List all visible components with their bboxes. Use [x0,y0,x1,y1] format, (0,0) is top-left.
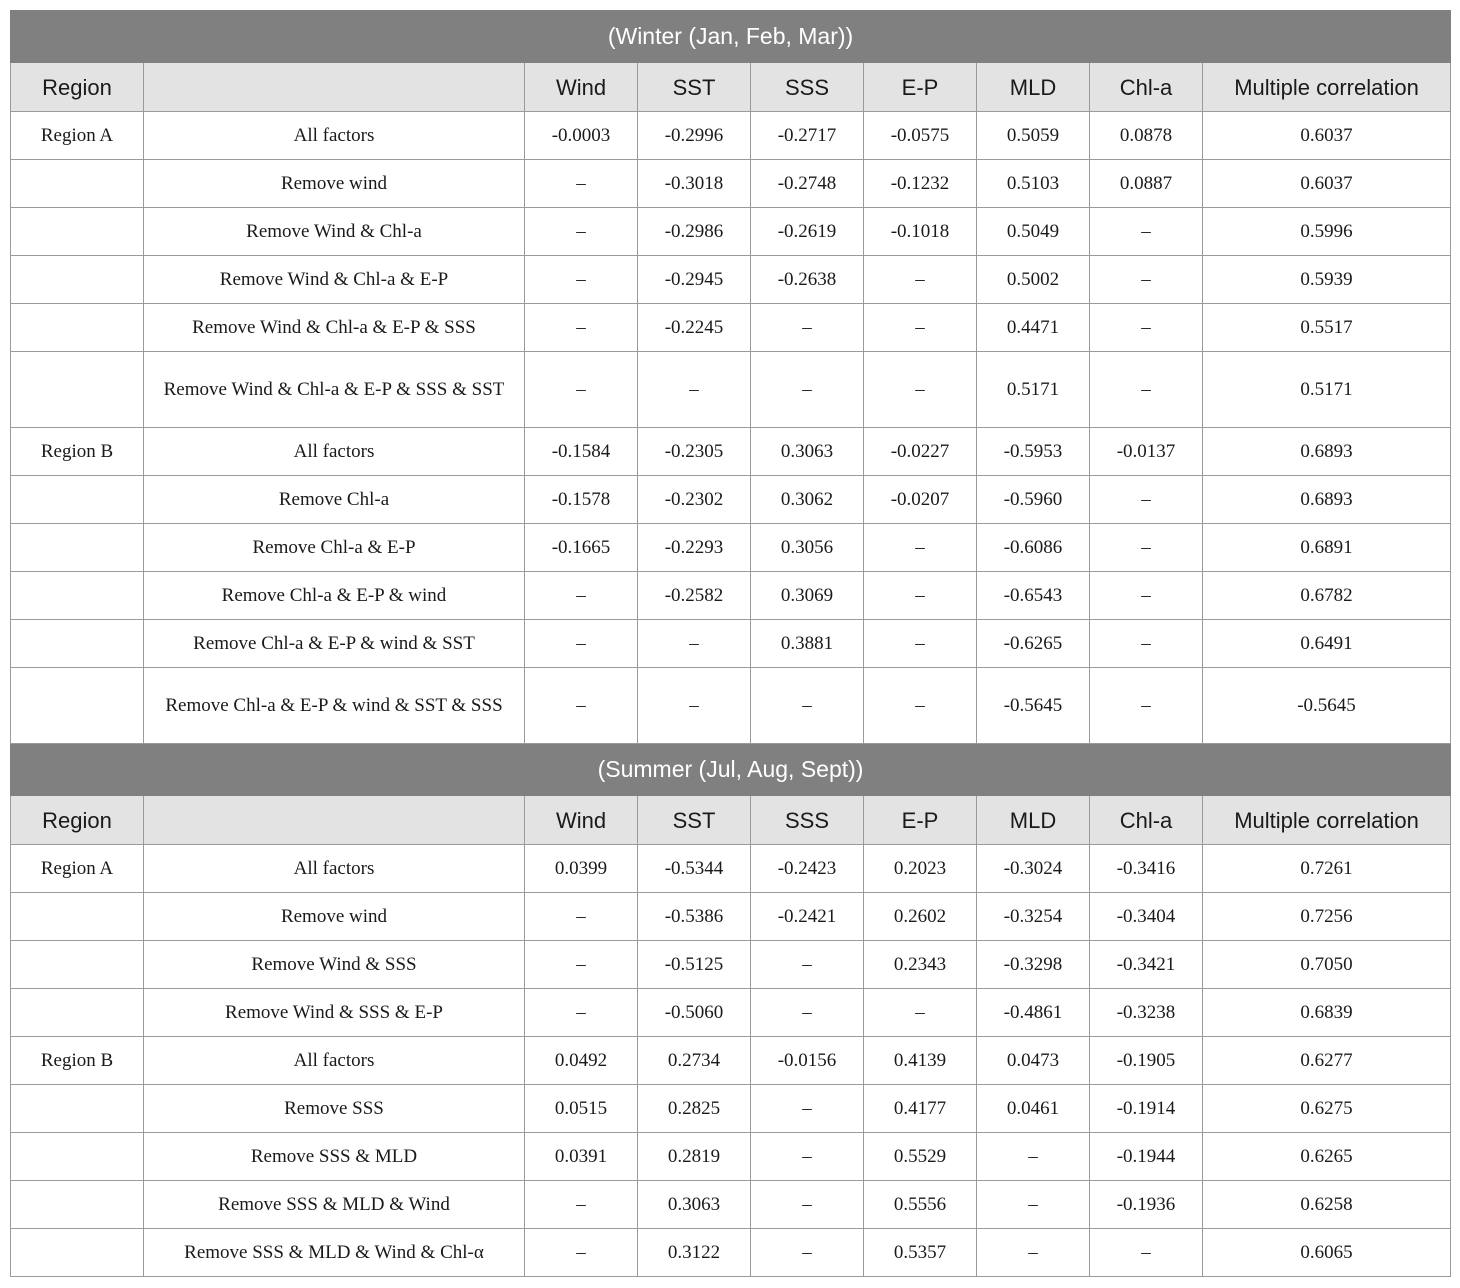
ep-cell: – [864,989,977,1037]
region-cell [11,1181,144,1229]
table-body [11,11,1451,1277]
multi-cell: 0.6782 [1203,572,1451,620]
ep-cell: – [864,620,977,668]
ep-cell: – [864,304,977,352]
factor-label-cell: Remove Wind & SSS & E-P [144,989,525,1037]
summer-title: (Summer (Jul, Aug, Sept)) [11,744,1451,796]
table-row [11,893,1451,941]
wind-cell: -0.0003 [525,112,638,160]
factor-label-cell: Remove Wind & Chl-a & E-P & SSS [144,304,525,352]
wind-cell: -0.1578 [525,476,638,524]
ep-cell: -0.1018 [864,208,977,256]
column-header-sst: SST [638,796,751,845]
mld-cell: 0.0461 [977,1085,1090,1133]
wind-cell: – [525,572,638,620]
wind-cell: – [525,352,638,428]
wind-cell: 0.0391 [525,1133,638,1181]
sss-cell: – [751,304,864,352]
ep-cell: – [864,352,977,428]
factor-label-cell: All factors [144,845,525,893]
mld-cell: -0.5645 [977,668,1090,744]
column-header-sst: SST [638,63,751,112]
table-row [11,1085,1451,1133]
sst-cell: -0.2302 [638,476,751,524]
factor-label-cell: All factors [144,1037,525,1085]
region-cell [11,1229,144,1277]
multi-cell: 0.6891 [1203,524,1451,572]
region-cell: Region A [11,112,144,160]
wind-cell: – [525,893,638,941]
wind-cell: – [525,1229,638,1277]
multi-cell: 0.5996 [1203,208,1451,256]
ep-cell: – [864,668,977,744]
wind-cell: – [525,668,638,744]
mld-cell: – [977,1229,1090,1277]
mld-cell: 0.4471 [977,304,1090,352]
region-cell: Region B [11,428,144,476]
wind-cell: – [525,620,638,668]
multi-cell: 0.5517 [1203,304,1451,352]
chl-cell: -0.3416 [1090,845,1203,893]
mld-cell: -0.5953 [977,428,1090,476]
chl-cell: – [1090,524,1203,572]
table-row [11,620,1451,668]
sst-cell: -0.2293 [638,524,751,572]
sst-cell: -0.3018 [638,160,751,208]
multi-cell: 0.5171 [1203,352,1451,428]
sst-cell: 0.3063 [638,1181,751,1229]
column-header-ep: E-P [864,796,977,845]
mld-cell: -0.6543 [977,572,1090,620]
region-cell [11,476,144,524]
table-row [11,476,1451,524]
multi-cell: 0.6893 [1203,476,1451,524]
table-row [11,1133,1451,1181]
table-row [11,428,1451,476]
sst-cell: -0.2996 [638,112,751,160]
region-cell [11,256,144,304]
column-header-factor [144,63,525,112]
sst-cell: – [638,620,751,668]
factor-label-cell: Remove Chl-a & E-P & wind & SST [144,620,525,668]
chl-cell: -0.1944 [1090,1133,1203,1181]
mld-cell: -0.3024 [977,845,1090,893]
sss-cell: – [751,1133,864,1181]
column-header-ep: E-P [864,63,977,112]
table-row [11,572,1451,620]
sss-cell: 0.3069 [751,572,864,620]
factor-label-cell: Remove Chl-a & E-P & wind [144,572,525,620]
column-header-region: Region [11,63,144,112]
sss-cell: -0.0156 [751,1037,864,1085]
column-header-mld: MLD [977,63,1090,112]
column-header-factor [144,796,525,845]
chl-cell: 0.0887 [1090,160,1203,208]
chl-cell: – [1090,572,1203,620]
sst-cell: – [638,668,751,744]
column-header-mld: MLD [977,796,1090,845]
mld-cell: 0.5059 [977,112,1090,160]
column-header-multi: Multiple correlation [1203,63,1451,112]
chl-cell: – [1090,476,1203,524]
chl-cell: 0.0878 [1090,112,1203,160]
factor-label-cell: Remove SSS [144,1085,525,1133]
mld-cell: -0.4861 [977,989,1090,1037]
mld-cell: 0.5049 [977,208,1090,256]
chl-cell: -0.3421 [1090,941,1203,989]
ep-cell: 0.2343 [864,941,977,989]
region-cell [11,1133,144,1181]
sst-cell: 0.3122 [638,1229,751,1277]
mld-cell: -0.6086 [977,524,1090,572]
sst-cell: -0.5125 [638,941,751,989]
mld-cell: 0.5103 [977,160,1090,208]
chl-cell: -0.3238 [1090,989,1203,1037]
ep-cell: 0.4177 [864,1085,977,1133]
region-cell: Region A [11,845,144,893]
sss-cell: 0.3062 [751,476,864,524]
factor-label-cell: Remove Chl-a & E-P & wind & SST & SSS [144,668,525,744]
chl-cell: – [1090,352,1203,428]
summer-title-row [11,744,1451,796]
sss-cell: -0.2748 [751,160,864,208]
multi-cell: 0.6277 [1203,1037,1451,1085]
sss-cell: 0.3056 [751,524,864,572]
factor-label-cell: Remove Chl-a [144,476,525,524]
sst-cell: -0.2245 [638,304,751,352]
column-header-chl [1090,63,1203,112]
multi-cell: 0.7256 [1203,893,1451,941]
region-cell [11,1085,144,1133]
sst-cell: -0.2945 [638,256,751,304]
mld-cell: 0.5171 [977,352,1090,428]
wind-cell: 0.0399 [525,845,638,893]
sss-cell: – [751,1085,864,1133]
ep-cell: 0.5556 [864,1181,977,1229]
summer-header-row [11,796,1451,845]
multi-cell: -0.5645 [1203,668,1451,744]
factor-label-cell: Remove Wind & SSS [144,941,525,989]
region-cell [11,572,144,620]
mld-cell: 0.5002 [977,256,1090,304]
sss-cell: – [751,668,864,744]
column-header-sss: SSS [751,63,864,112]
multi-cell: 0.6258 [1203,1181,1451,1229]
sss-cell: – [751,1181,864,1229]
wind-cell: 0.0492 [525,1037,638,1085]
factor-label-cell: All factors [144,428,525,476]
region-cell [11,208,144,256]
sss-cell: – [751,989,864,1037]
table-row [11,524,1451,572]
table-row [11,1181,1451,1229]
winter-title-row [11,11,1451,63]
ep-cell: -0.0227 [864,428,977,476]
ep-cell: 0.4139 [864,1037,977,1085]
region-cell [11,304,144,352]
sst-cell: – [638,352,751,428]
multi-cell: 0.6037 [1203,112,1451,160]
multi-cell: 0.7261 [1203,845,1451,893]
table-row [11,668,1451,744]
mld-cell: -0.3254 [977,893,1090,941]
region-cell [11,352,144,428]
column-header-region: Region [11,796,144,845]
factor-label-cell: Remove wind [144,160,525,208]
ep-cell: -0.1232 [864,160,977,208]
region-cell [11,524,144,572]
chl-cell: – [1090,304,1203,352]
mld-cell: -0.5960 [977,476,1090,524]
factor-label-cell: Remove wind [144,893,525,941]
winter-title: (Winter (Jan, Feb, Mar)) [11,11,1451,63]
sss-cell: -0.2423 [751,845,864,893]
sst-cell: -0.5386 [638,893,751,941]
table-row [11,989,1451,1037]
chl-cell: -0.1914 [1090,1085,1203,1133]
chl-cell: -0.3404 [1090,893,1203,941]
mld-cell: -0.3298 [977,941,1090,989]
wind-cell: – [525,208,638,256]
mld-cell: -0.6265 [977,620,1090,668]
sss-cell: -0.2638 [751,256,864,304]
correlation-table [10,10,1451,1277]
ep-cell: – [864,524,977,572]
chl-cell: -0.1905 [1090,1037,1203,1085]
ep-cell: – [864,572,977,620]
sss-cell: – [751,1229,864,1277]
sss-cell: -0.2421 [751,893,864,941]
table-row [11,845,1451,893]
sst-cell: -0.5344 [638,845,751,893]
factor-label-cell: All factors [144,112,525,160]
multi-cell: 0.6893 [1203,428,1451,476]
table-row [11,256,1451,304]
sss-cell: 0.3063 [751,428,864,476]
sst-cell: -0.5060 [638,989,751,1037]
wind-cell: – [525,160,638,208]
multi-cell: 0.6037 [1203,160,1451,208]
sst-cell: -0.2582 [638,572,751,620]
sst-cell: -0.2305 [638,428,751,476]
ep-cell: – [864,256,977,304]
ep-cell: -0.0207 [864,476,977,524]
chl-cell: – [1090,668,1203,744]
wind-cell: -0.1665 [525,524,638,572]
wind-cell: 0.0515 [525,1085,638,1133]
factor-label-cell: Remove SSS & MLD & Wind & Chl-α [144,1229,525,1277]
ep-cell: 0.5529 [864,1133,977,1181]
factor-label-cell: Remove SSS & MLD & Wind [144,1181,525,1229]
sss-cell: -0.2717 [751,112,864,160]
wind-cell: – [525,256,638,304]
mld-cell: 0.0473 [977,1037,1090,1085]
sss-cell: 0.3881 [751,620,864,668]
table-row [11,352,1451,428]
sst-cell: -0.2986 [638,208,751,256]
wind-cell: – [525,941,638,989]
column-header-chl-text: Chl-a [1119,74,1173,100]
ep-cell: -0.0575 [864,112,977,160]
column-header-sss: SSS [751,796,864,845]
mld-cell: – [977,1181,1090,1229]
wind-cell: – [525,304,638,352]
chl-cell: -0.1936 [1090,1181,1203,1229]
table-row [11,941,1451,989]
column-header-chl-text: Chl-a [1119,807,1173,833]
region-cell [11,941,144,989]
factor-label-cell: Remove Chl-a & E-P [144,524,525,572]
chl-cell: – [1090,256,1203,304]
region-cell [11,989,144,1037]
wind-cell: -0.1584 [525,428,638,476]
multi-cell: 0.5939 [1203,256,1451,304]
winter-header-row [11,63,1451,112]
wind-cell: – [525,1181,638,1229]
factor-label-cell: Remove SSS & MLD [144,1133,525,1181]
ep-cell: 0.5357 [864,1229,977,1277]
column-header-chl [1090,796,1203,845]
ep-cell: 0.2602 [864,893,977,941]
wind-cell: – [525,989,638,1037]
chl-cell: – [1090,208,1203,256]
sst-cell: 0.2825 [638,1085,751,1133]
multi-cell: 0.7050 [1203,941,1451,989]
multi-cell: 0.6839 [1203,989,1451,1037]
sst-cell: 0.2734 [638,1037,751,1085]
sst-cell: 0.2819 [638,1133,751,1181]
factor-label-cell: Remove Wind & Chl-a & E-P [144,256,525,304]
region-cell [11,668,144,744]
table-row [11,208,1451,256]
chl-cell: – [1090,1229,1203,1277]
column-header-wind: Wind [525,796,638,845]
region-cell [11,160,144,208]
multi-cell: 0.6265 [1203,1133,1451,1181]
table-row [11,112,1451,160]
table-row [11,160,1451,208]
region-cell [11,620,144,668]
ep-cell: 0.2023 [864,845,977,893]
chl-cell: – [1090,620,1203,668]
factor-label-cell: Remove Wind & Chl-a & E-P & SSS & SST [144,352,525,428]
region-cell: Region B [11,1037,144,1085]
sss-cell: – [751,941,864,989]
column-header-wind: Wind [525,63,638,112]
multi-cell: 0.6491 [1203,620,1451,668]
sss-cell: -0.2619 [751,208,864,256]
multi-cell: 0.6065 [1203,1229,1451,1277]
column-header-multi: Multiple correlation [1203,796,1451,845]
region-cell [11,893,144,941]
table-row [11,1229,1451,1277]
sss-cell: – [751,352,864,428]
table-row [11,1037,1451,1085]
mld-cell: – [977,1133,1090,1181]
chl-cell: -0.0137 [1090,428,1203,476]
multi-cell: 0.6275 [1203,1085,1451,1133]
factor-label-cell: Remove Wind & Chl-a [144,208,525,256]
table-row [11,304,1451,352]
